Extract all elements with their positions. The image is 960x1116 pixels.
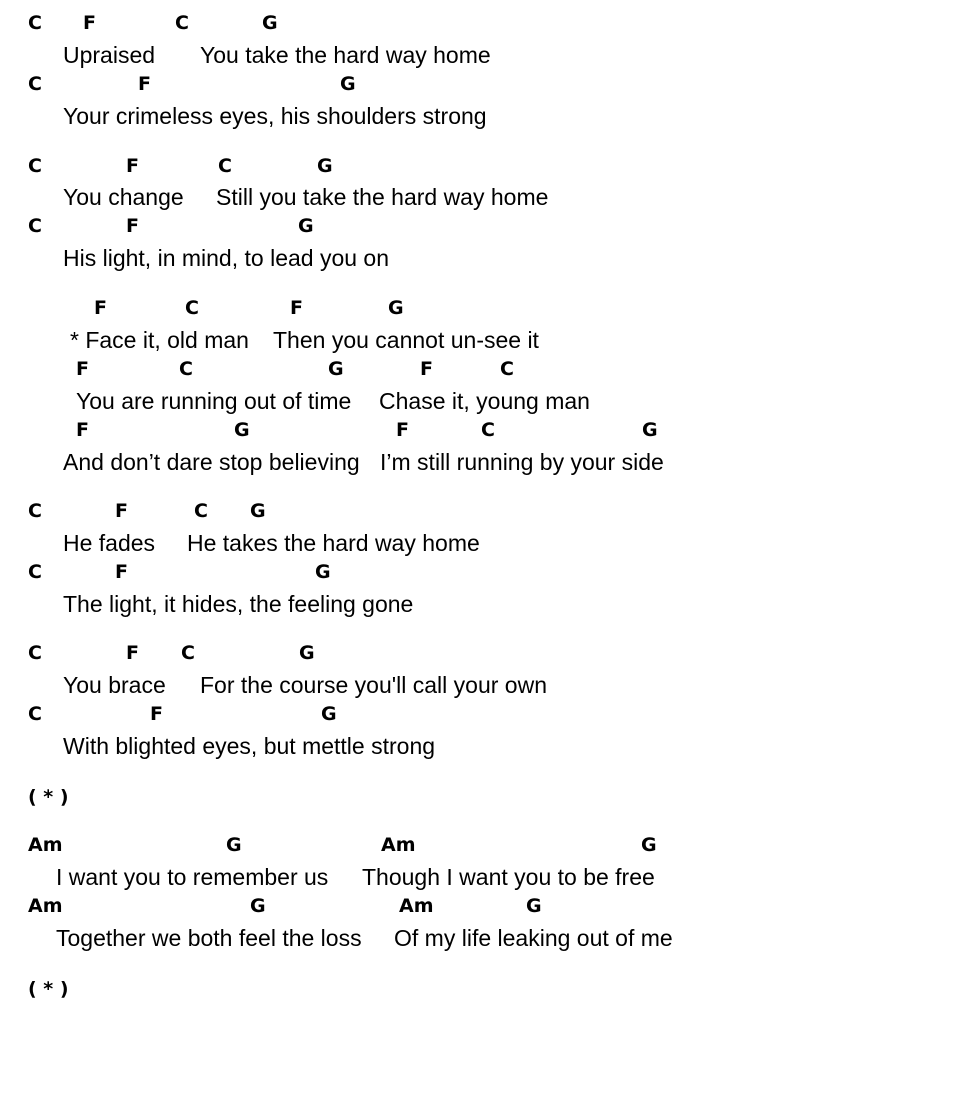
chord-symbol: C	[185, 297, 199, 319]
chord-symbol: C	[28, 642, 42, 664]
lyric-text: Upraised	[63, 42, 156, 68]
lyric-text: Still you take the hard way home	[216, 184, 549, 210]
chord-symbol: G	[315, 561, 331, 583]
chord-symbol: F	[126, 155, 139, 177]
chord-symbol: C	[500, 358, 514, 380]
chord-symbol: G	[299, 642, 315, 664]
lyric-text: He fades	[63, 530, 156, 556]
lyric-text: The light, it hides, the feeling gone	[63, 591, 414, 617]
chord-symbol: Am	[399, 895, 434, 917]
chord-symbol: F	[115, 561, 128, 583]
lyric-text: For the course you'll call your own	[200, 672, 547, 698]
chord-symbol: F	[126, 215, 139, 237]
chord-symbol: Am	[28, 895, 63, 917]
chord-symbol: C	[194, 500, 208, 522]
chord-symbol: Am	[28, 834, 63, 856]
chord-symbol: C	[28, 73, 42, 95]
lyric-text: And don’t dare stop believing	[63, 449, 360, 475]
chord-symbol: G	[321, 703, 337, 725]
lyric-text: His light, in mind, to lead you on	[63, 245, 390, 271]
chord-symbol: F	[126, 642, 139, 664]
chord-symbol: F	[290, 297, 303, 319]
lyric-text: Then you cannot un-see it	[273, 327, 539, 353]
chord-symbol: G	[641, 834, 657, 856]
lyric-text: I want you to remember us	[56, 864, 329, 890]
chord-symbol: C	[179, 358, 193, 380]
chord-symbol: F	[83, 12, 96, 34]
chorus-marker: ( * )	[28, 786, 69, 808]
chord-symbol: C	[28, 500, 42, 522]
chord-symbol: C	[218, 155, 232, 177]
chord-symbol: C	[181, 642, 195, 664]
chord-symbol: G	[340, 73, 356, 95]
lyric-text: He takes the hard way home	[187, 530, 480, 556]
lyric-text: With blighted eyes, but mettle strong	[63, 733, 436, 759]
chord-symbol: G	[226, 834, 242, 856]
chord-symbol: G	[317, 155, 333, 177]
lyric-text: * Face it, old man	[70, 327, 249, 353]
chord-symbol: Am	[381, 834, 416, 856]
lyric-text: Though I want you to be free	[362, 864, 655, 890]
chord-symbol: C	[28, 215, 42, 237]
lyric-text: You are running out of time	[76, 388, 352, 414]
lyric-text: You take the hard way home	[200, 42, 491, 68]
chord-symbol: G	[250, 500, 266, 522]
chord-symbol: F	[420, 358, 433, 380]
lyric-text: You change	[63, 184, 184, 210]
chord-symbol: F	[76, 419, 89, 441]
chord-symbol: G	[526, 895, 542, 917]
chord-symbol: C	[481, 419, 495, 441]
chord-symbol: G	[388, 297, 404, 319]
chord-symbol: F	[76, 358, 89, 380]
chord-symbol: C	[28, 561, 42, 583]
lyric-text: Chase it, young man	[379, 388, 590, 414]
chord-symbol: G	[262, 12, 278, 34]
chord-symbol: F	[94, 297, 107, 319]
chord-symbol: C	[175, 12, 189, 34]
chord-symbol: F	[138, 73, 151, 95]
chord-symbol: G	[234, 419, 250, 441]
lyric-text: I’m still running by your side	[380, 449, 664, 475]
chord-symbol: F	[150, 703, 163, 725]
chord-symbol: C	[28, 703, 42, 725]
lyric-text: Together we both feel the loss	[56, 925, 362, 951]
chord-symbol: G	[328, 358, 344, 380]
lyric-text: You brace	[63, 672, 166, 698]
chorus-marker: ( * )	[28, 978, 69, 1000]
chord-symbol: C	[28, 155, 42, 177]
chord-symbol: G	[298, 215, 314, 237]
lyric-text: Your crimeless eyes, his shoulders strong	[63, 103, 487, 129]
chord-symbol: G	[250, 895, 266, 917]
chord-symbol: G	[642, 419, 658, 441]
lyric-text: Of my life leaking out of me	[394, 925, 673, 951]
chord-symbol: F	[115, 500, 128, 522]
chord-symbol: F	[396, 419, 409, 441]
chord-symbol: C	[28, 12, 42, 34]
